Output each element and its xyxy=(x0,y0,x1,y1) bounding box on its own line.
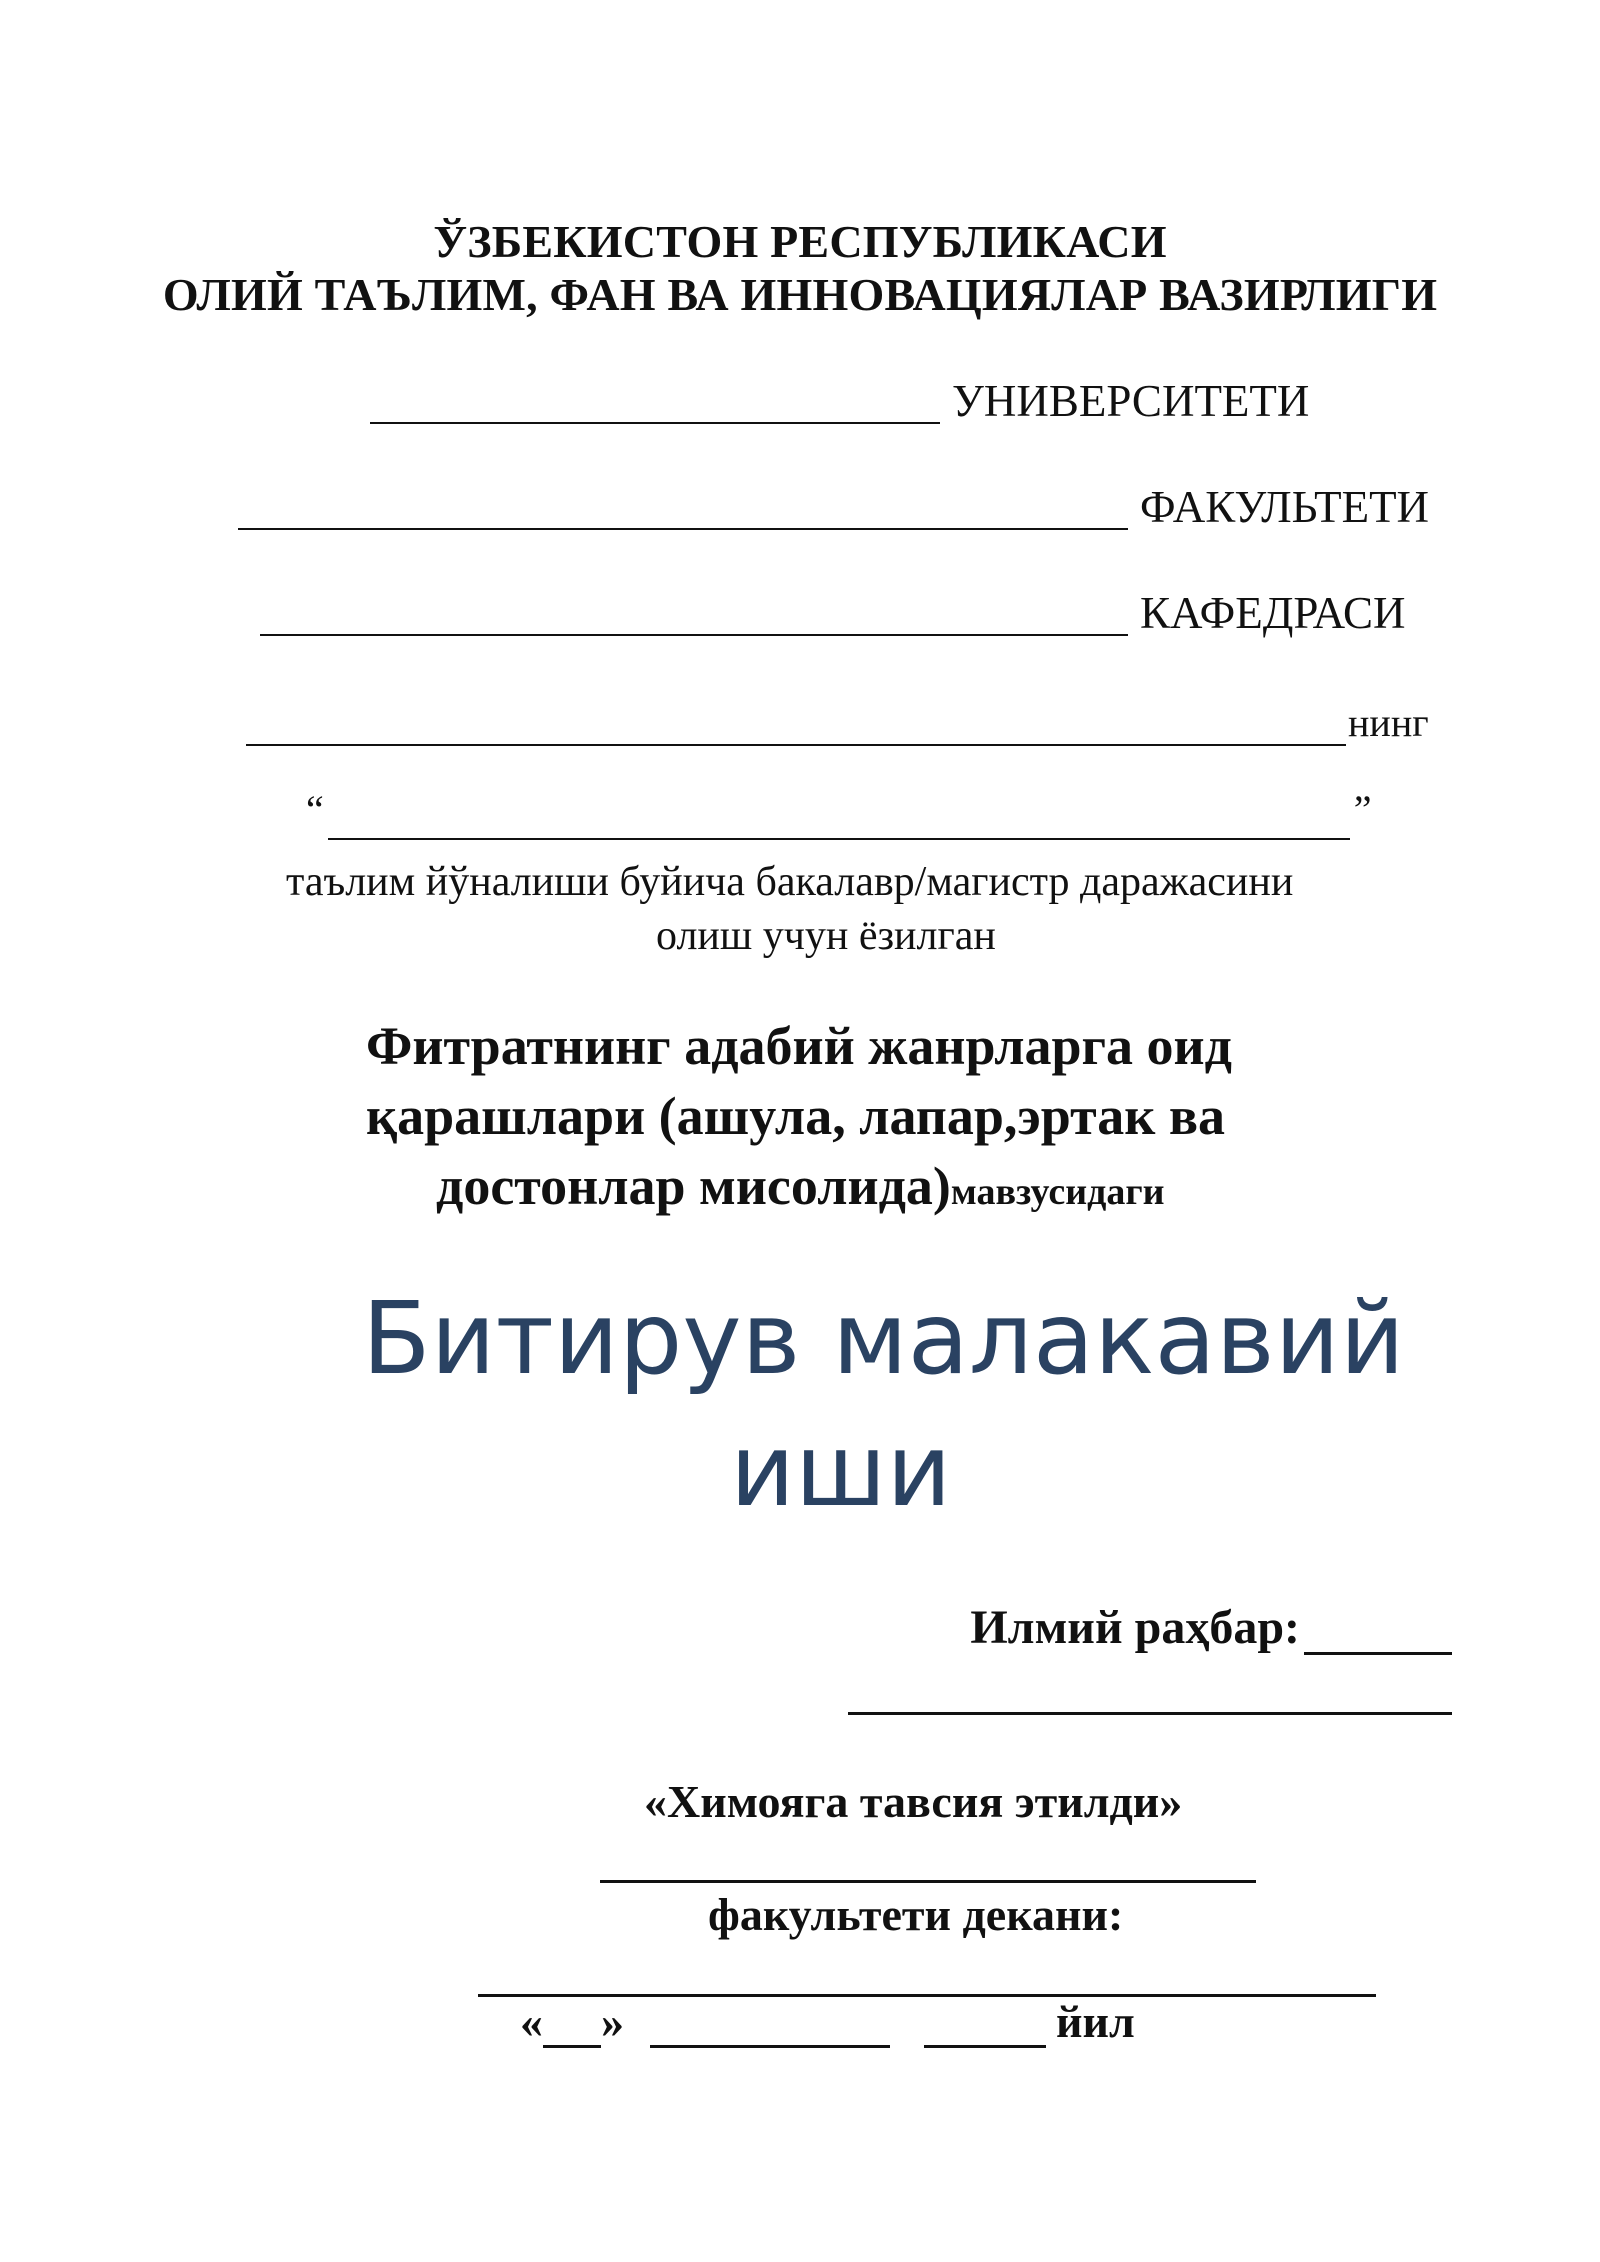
direction-blank xyxy=(328,790,1350,840)
year-label: йил xyxy=(1056,1996,1135,2047)
supervisor-label: Илмий раҳбар: xyxy=(970,1601,1300,1654)
department-blank xyxy=(260,596,1128,636)
faculty-label: ФАКУЛЬТЕТИ xyxy=(1140,482,1430,532)
topic-line-2: қарашлари (ашула, лапар,эртак ва xyxy=(366,1086,1226,1146)
ning-row xyxy=(246,700,1429,746)
faculty-name-line xyxy=(600,1880,1256,1883)
direction-line-1: таълим йўналиши буйича бакалавр/магистр даражасини xyxy=(286,859,1294,905)
topic-line-3-wrap xyxy=(436,1155,1165,1217)
date-row xyxy=(520,1995,1135,2048)
ning-label: нинг xyxy=(1348,700,1429,745)
thesis-title-line-2: иши xyxy=(730,1412,952,1529)
republic-heading: ЎЗБЕКИСТОН РЕСПУБЛИКАСИ xyxy=(433,216,1167,267)
topic-line-1: Фитратнинг адабий жанрларга оид xyxy=(366,1016,1232,1076)
direction-quote-row xyxy=(306,787,1372,840)
ning-blank xyxy=(246,706,1346,746)
faculty-row xyxy=(238,484,1429,530)
ministry-heading: ОЛИЙ ТАЪЛИМ, ФАН ВА ИННОВАЦИЯЛАР ВАЗИРЛИГИ xyxy=(162,269,1438,320)
university-label: УНИВЕРСИТЕТИ xyxy=(952,376,1310,426)
faculty-blank xyxy=(238,490,1128,530)
direction-line-2: олиш учун ёзилган xyxy=(656,913,996,959)
supervisor-name-line xyxy=(848,1712,1452,1715)
quote-open: “ xyxy=(306,787,324,832)
quote-close: ” xyxy=(1353,787,1372,832)
topic-suffix: мавзусидаги xyxy=(950,1171,1165,1213)
year-blank xyxy=(924,2005,1046,2048)
month-blank xyxy=(650,2005,890,2048)
supervisor-row xyxy=(970,1600,1452,1655)
defense-recommended: «Химояга тавсия этилди» xyxy=(644,1776,1183,1827)
supervisor-blank xyxy=(1304,1608,1452,1655)
dean-label: факультети декани: xyxy=(708,1889,1124,1940)
topic-line-3: достонлар мисолида) xyxy=(436,1156,951,1216)
university-blank xyxy=(370,384,940,424)
department-label: КАФЕДРАСИ xyxy=(1140,588,1406,638)
department-row xyxy=(260,590,1405,636)
university-row xyxy=(370,378,1309,424)
date-open-quote: « xyxy=(520,1996,543,2047)
day-blank xyxy=(543,2005,601,2048)
thesis-title-line-1: Битирув малакавий xyxy=(362,1280,1405,1397)
date-close-quote: » xyxy=(601,1996,624,2047)
